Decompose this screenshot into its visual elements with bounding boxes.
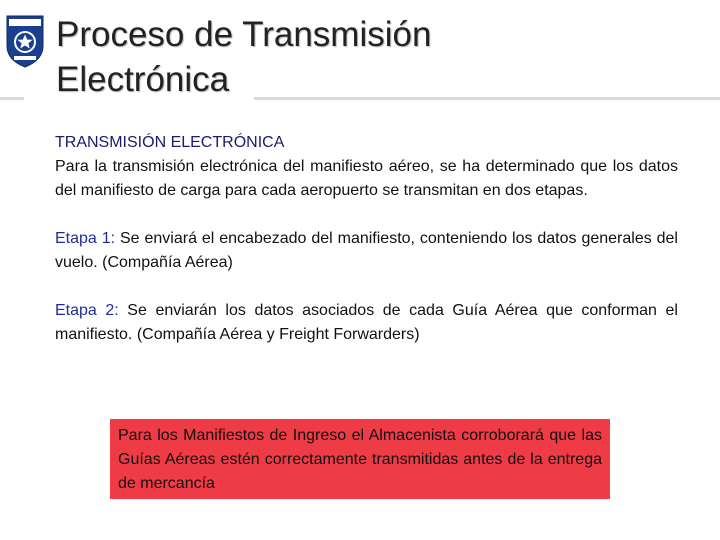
stage-2-text: Se enviarán los datos asociados de cada Guía Aérea que conforman el manifiesto. (Compañía Aérea y Freight Forwarders) — [55, 302, 678, 343]
stage-2-label: Etapa 2: — [55, 302, 119, 319]
warning-note-box: Para los Manifiestos de Ingreso el Almacenista corroborará que las Guías Aéreas estén correctamente transmitidas antes de la entrega de mercancía — [110, 419, 610, 499]
stage-1-paragraph — [55, 227, 678, 275]
stage-1-text: Se enviará el encabezado del manifiesto, conteniendo los datos generales del vuelo. (Compañía Aérea) — [55, 230, 678, 271]
section-heading: TRANSMISIÓN ELECTRÓNICA — [55, 134, 285, 151]
slide-body — [55, 131, 678, 347]
police-badge-logo — [5, 12, 45, 68]
title-divider-left — [0, 97, 24, 100]
intro-paragraph: Para la transmisión electrónica del manifiesto aéreo, se ha determinado que los datos del manifiesto de carga para cada aeropuerto se transmitan en dos etapas. — [55, 158, 678, 199]
stage-1-label: Etapa 1: — [55, 230, 116, 247]
slide-title — [56, 12, 556, 102]
title-divider-right — [254, 97, 720, 100]
title-line-2: Electrónica — [56, 60, 230, 99]
stage-2-paragraph — [55, 299, 678, 347]
title-line-1: Proceso de Transmisión — [56, 15, 432, 54]
